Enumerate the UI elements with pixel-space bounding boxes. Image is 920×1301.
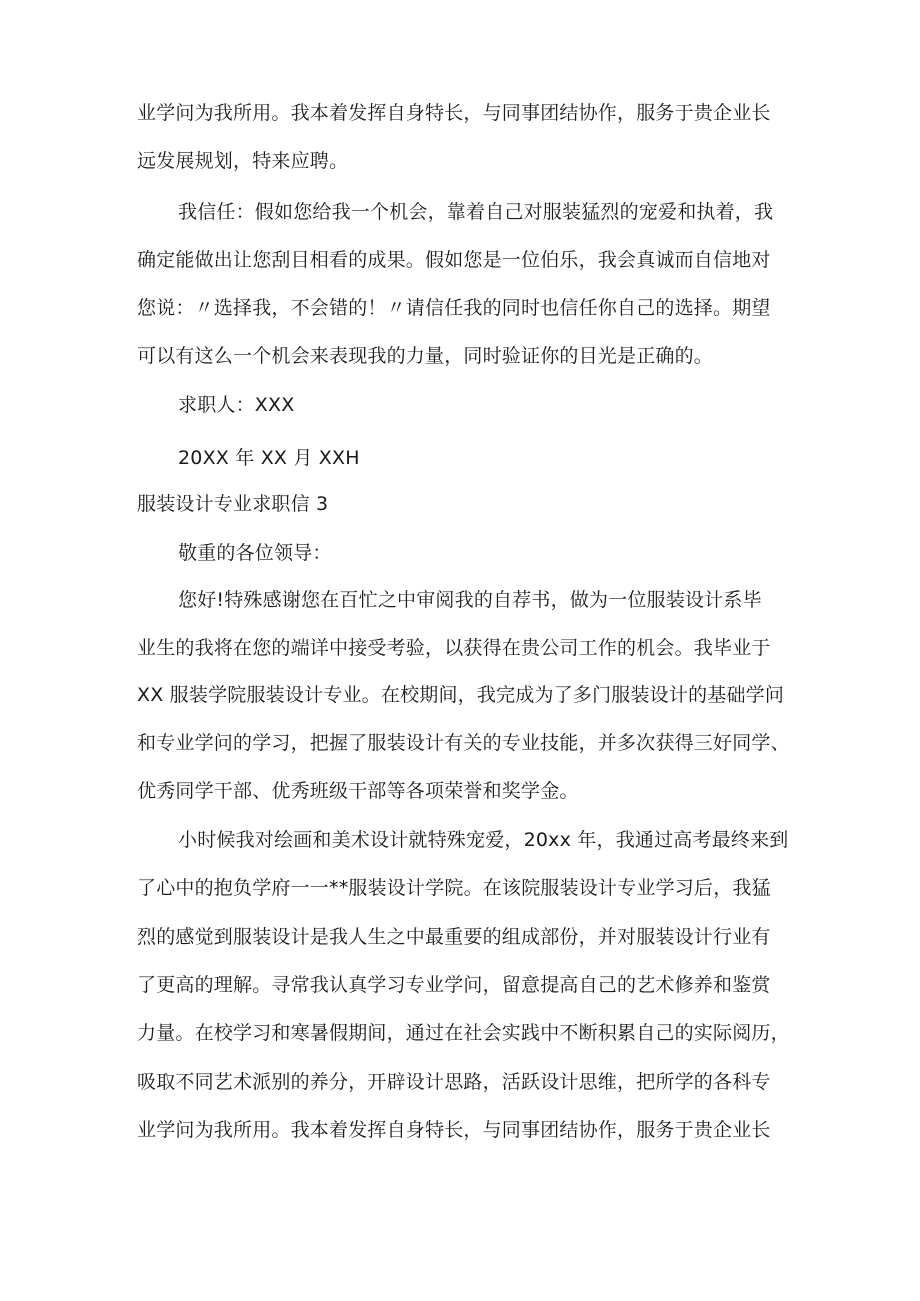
text-line: 小时候我对绘画和美术设计就特殊宠爱，20xx 年，我通过高考最终来到 (178, 829, 789, 851)
text-line: 您好!特殊感谢您在百忙之中审阅我的自荐书，做为一位服装设计系毕 (178, 589, 762, 611)
signature-line: 求职人：XXX (178, 394, 295, 416)
section-heading: 服装设计专业求职信 3 (137, 493, 329, 515)
text-line: 优秀同学干部、优秀班级干部等各项荣誉和奖学金。 (137, 780, 579, 802)
text-line: XX 服装学院服装设计专业。在校期间，我完成为了多门服装设计的基础学问 (137, 684, 785, 706)
text-line: 吸取不同艺术派别的养分，开辟设计思路，活跃设计思维，把所学的各科专 (137, 1071, 771, 1093)
text-line: 业生的我将在您的端详中接受考验，以获得在贵公司工作的机会。我毕业于 (137, 637, 771, 659)
text-line: 力量。在校学习和寒暑假期间，通过在社会实践中不断积累自己的实际阅历， (137, 1022, 790, 1044)
text-line: 业学问为我所用。我本着发挥自身特长，与同事团结协作，服务于贵企业长 (137, 1119, 771, 1141)
text-line: 和专业学问的学习，把握了服装设计有关的专业技能，并多次获得三好同学、 (137, 732, 790, 754)
text-line: 烈的感觉到服装设计是我人生之中最重要的组成部份，并对服装设计行业有 (137, 926, 771, 948)
text-line: 了心中的抱负学府一一**服装设计学院。在该院服装设计专业学习后，我猛 (137, 877, 771, 899)
text-line: 我信任：假如您给我一个机会，靠着自己对服装猛烈的宠爱和执着，我 (178, 201, 774, 223)
text-line: 您说：〃选择我，不会错的！〃请信任我的同时也信任你自己的选择。期望 (137, 297, 771, 319)
text-line: 了更高的理解。寻常我认真学习专业学问，留意提高自己的艺术修养和鉴赏 (137, 974, 771, 996)
text-line: 可以有这么一个机会来表现我的力量，同时验证你的目光是正确的。 (137, 345, 714, 367)
date-line: 20XX 年 XX 月 XXH (178, 447, 360, 469)
text-line: 确定能做出让您刮目相看的成果。假如您是一位伯乐，我会真诚而自信地对 (137, 249, 771, 271)
salutation: 敬重的各位领导： (178, 542, 332, 564)
text-line: 远发展规划，特来应聘。 (137, 150, 349, 172)
text-line: 业学问为我所用。我本着发挥自身特长，与同事团结协作，服务于贵企业长 (137, 102, 771, 124)
